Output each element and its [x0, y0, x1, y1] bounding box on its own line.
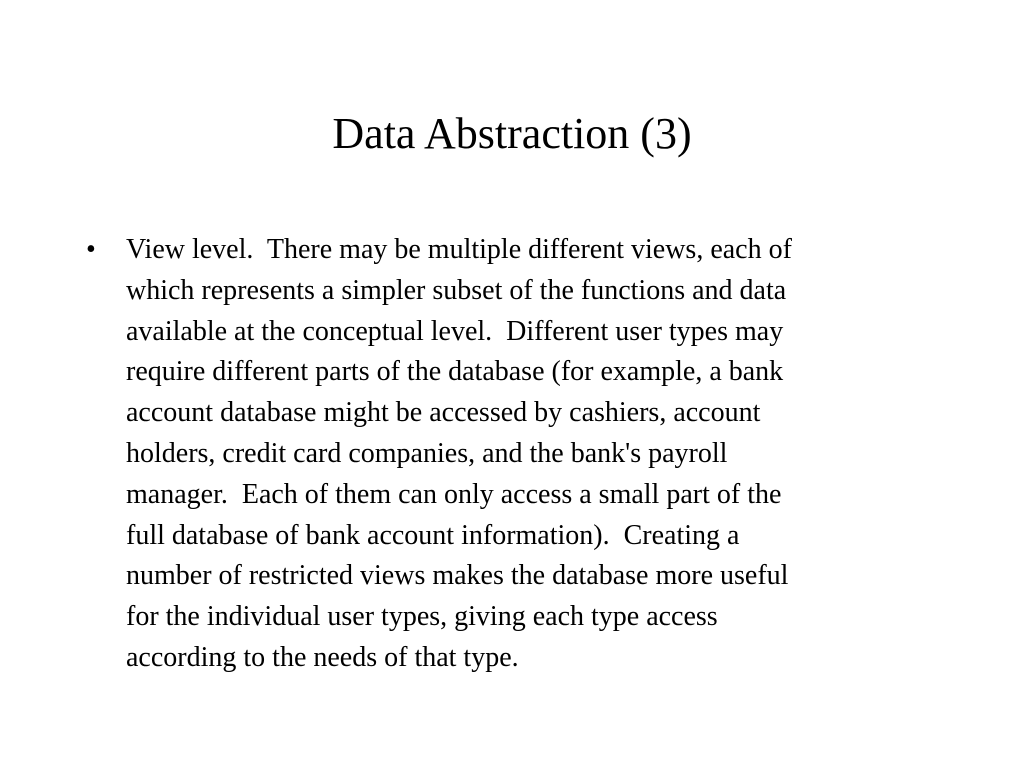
bullet-line: account database might be accessed by cashiers, account — [126, 397, 761, 429]
bullet-line: holders, credit card companies, and the bank's payroll — [126, 437, 728, 469]
bullet-line: for the individual user types, giving each type access — [126, 601, 718, 633]
slide-title: Data Abstraction (3) — [332, 109, 692, 158]
bullet-line: according to the needs of that type. — [126, 641, 519, 673]
bullet-line: available at the conceptual level. Different user types may — [126, 315, 784, 347]
bullet-line: number of restricted views makes the database more useful — [126, 560, 789, 592]
bullet-line: full database of bank account information). Creating a — [126, 519, 740, 551]
bullet-item — [86, 230, 952, 679]
bullet-line: manager. Each of them can only access a small part of the — [126, 478, 782, 510]
bullet-line: View level. There may be multiple different views, each of — [126, 234, 792, 265]
bullet-line: which represents a simpler subset of the functions and data — [126, 274, 787, 306]
bullet-line: require different parts of the database (for example, a bank — [126, 356, 784, 388]
bullet-marker: • — [86, 234, 96, 265]
bullet-list — [86, 230, 952, 679]
